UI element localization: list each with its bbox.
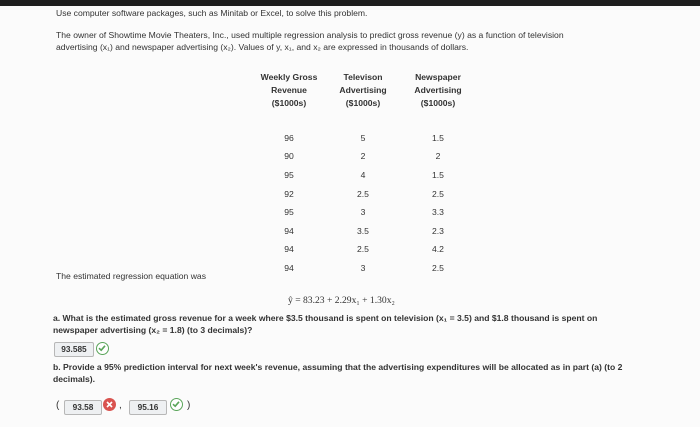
table-row: 94 3.5 2.3 [284, 225, 444, 236]
header-television: Televison Advertising ($1000s) [339, 72, 387, 108]
description-line-1: The owner of Showtime Movie Theaters, Inc., used multiple regression analysis to predict gross revenue (y) as a function of television [56, 30, 564, 40]
part-a-question-line-1: a. What is the estimated gross revenue for a week where $3.5 thousand is spent on television (x₁ = 3.5) and $1.8 thousand is spent on [53, 313, 598, 323]
part-b-question-line-2: decimals). [53, 374, 96, 384]
check-icon [170, 398, 183, 411]
estimated-equation-label: The estimated regression equation was [56, 271, 206, 281]
description-line-2: advertising (x₁) and newspaper advertising (x₂). Values of y, x₁, and x₂ are expressed in thousands of dollars. [56, 42, 469, 52]
header-revenue: Weekly Gross Revenue ($1000s) [260, 72, 318, 108]
part-b-question-line-1: b. Provide a 95% prediction interval for next week's revenue, assuming that the advertising expenditures will be allocated as in part (a) (to 2 [53, 362, 623, 372]
table-row: 92 2.5 2.5 [284, 188, 444, 199]
table-row: 95 4 1.5 [284, 170, 444, 181]
table-header-row [250, 71, 478, 110]
question-page [0, 6, 700, 427]
header-newspaper: Newspaper Advertising ($1000s) [414, 72, 462, 108]
open-paren: ( [56, 400, 60, 411]
part-a-answer-input[interactable]: 93.585 [54, 342, 94, 357]
table-row: 90 2 2 [284, 151, 441, 162]
table-row: 94 3 2.5 [284, 263, 444, 274]
x-icon [103, 398, 116, 411]
table-row: 94 2.5 4.2 [284, 244, 444, 255]
regression-equation: ŷ = 83.23 + 2.29x₁ + 1.30x₂ [288, 295, 395, 306]
intro-text: Use computer software packages, such as Minitab or Excel, to solve this problem. [56, 8, 368, 18]
data-table [250, 71, 478, 277]
close-paren: ) [187, 400, 191, 411]
part-a-question-line-2: newspaper advertising (x₂ = 1.8) (to 3 decimals)? [53, 325, 253, 335]
table-row: 95 3 3.3 [284, 207, 444, 218]
check-icon [96, 342, 109, 355]
table-row: 96 5 1.5 [284, 132, 444, 143]
comma: , [119, 400, 122, 411]
part-b-lower-input[interactable]: 93.58 [64, 400, 102, 415]
part-b-upper-input[interactable]: 95.16 [129, 400, 167, 415]
